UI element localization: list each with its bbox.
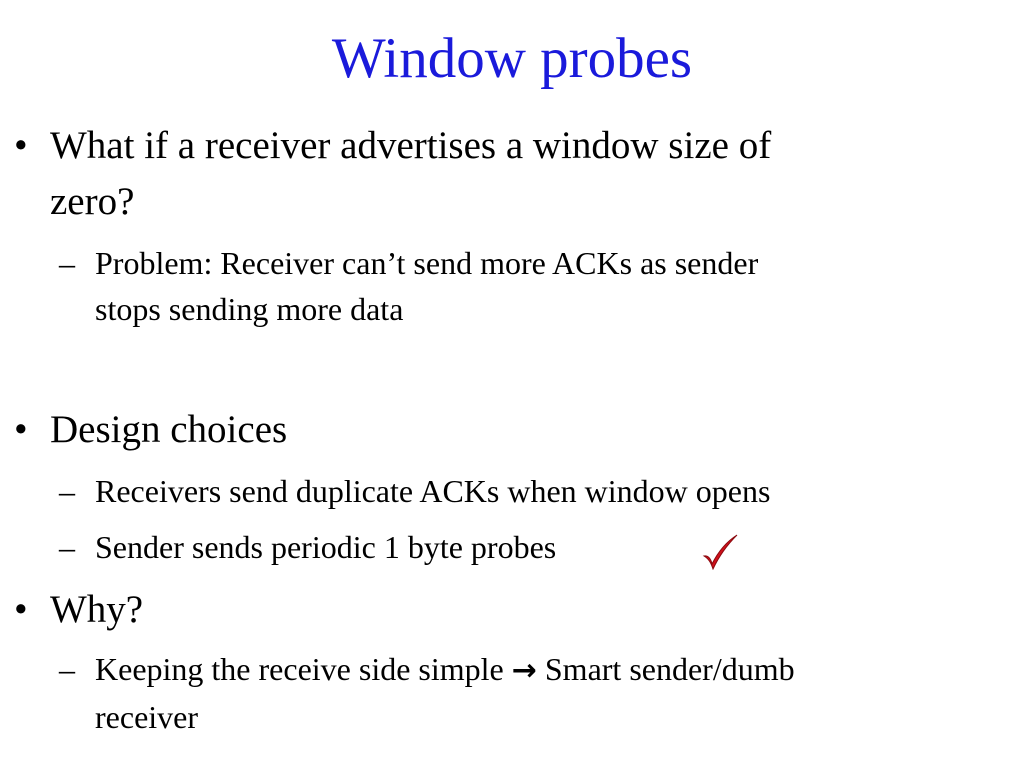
bullet-text: Design choices — [50, 408, 288, 451]
sub-bullet-item — [59, 240, 759, 286]
dash-marker: – — [59, 529, 75, 565]
dash-marker: – — [59, 651, 75, 687]
bullet-item — [14, 122, 772, 170]
sub-bullet-text: stops sending more data — [95, 291, 404, 327]
sub-bullet-text-continued — [95, 286, 403, 332]
bullet-text: zero? — [50, 180, 135, 223]
bullet-text: What if a receiver advertises a window size of — [50, 124, 772, 167]
sub-bullet-text: Keeping the receive side simple — [95, 651, 504, 687]
sub-bullet-item — [59, 468, 771, 514]
bullet-item — [14, 586, 144, 634]
sub-bullet-text: Problem: Receiver can’t send more ACKs as sender — [95, 245, 759, 281]
bullet-text: Why? — [50, 588, 144, 631]
sub-bullet-text-continued — [95, 694, 198, 740]
slide-title: Window probes — [331, 27, 693, 90]
bullet-text-continued — [50, 178, 134, 226]
arrow-right-icon: → — [511, 653, 537, 688]
bullet-marker: • — [14, 588, 28, 631]
bullet-marker: • — [14, 408, 28, 451]
sub-bullet-item — [59, 524, 557, 570]
sub-bullet-text: Sender sends periodic 1 byte probes — [95, 529, 557, 565]
bullet-marker: • — [14, 124, 28, 167]
dash-marker: – — [59, 245, 75, 281]
check-mark-icon — [700, 530, 740, 570]
sub-bullet-text: receiver — [95, 699, 199, 735]
sub-bullet-text: Smart sender/dumb — [544, 651, 795, 687]
sub-bullet-text: Receivers send duplicate ACKs when window opens — [95, 473, 771, 509]
sub-bullet-item — [59, 646, 795, 694]
bullet-item — [14, 406, 288, 454]
dash-marker: – — [59, 473, 75, 509]
